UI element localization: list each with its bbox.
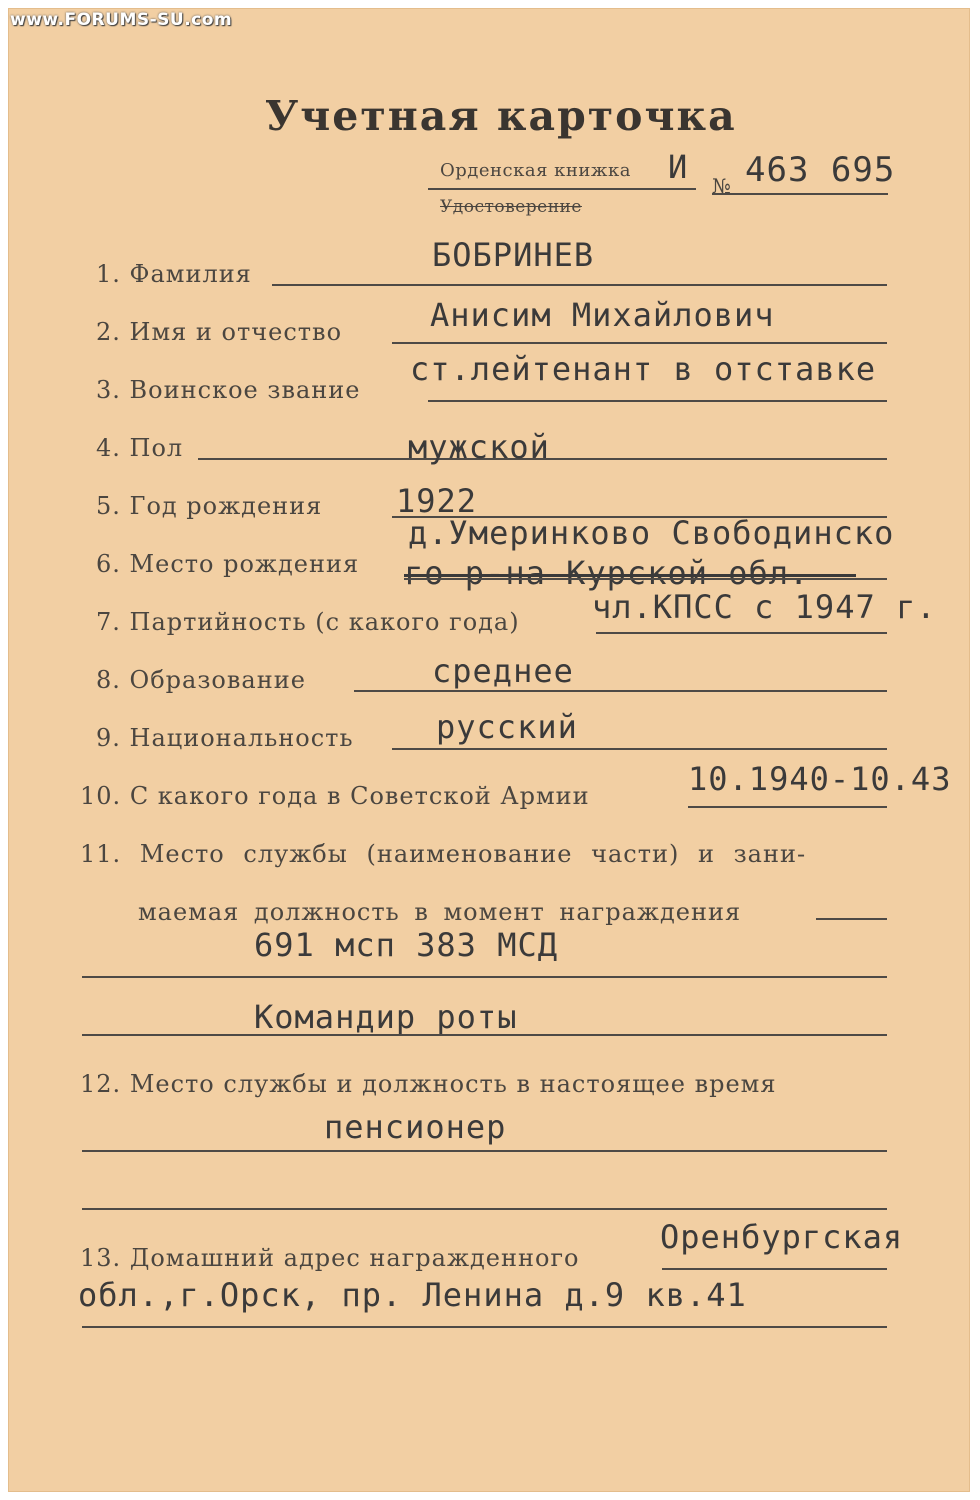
- card-title: Учетная карточка: [265, 92, 737, 140]
- order-book-label: Орденская книжка: [440, 160, 631, 181]
- field-12-line-2: [82, 1208, 887, 1210]
- field-label: Фамилия: [129, 260, 252, 288]
- field-number: 9.: [96, 724, 121, 752]
- field-1-line: [272, 284, 887, 286]
- field-10-label: [80, 782, 590, 810]
- field-label: Пол: [129, 434, 184, 462]
- field-number: 1.: [96, 260, 121, 288]
- field-10-value: 10.1940-10.43: [688, 760, 952, 798]
- field-3-value: ст.лейтенант в отставке: [410, 350, 877, 388]
- number-sign: №: [712, 174, 732, 198]
- field-7-value: чл.КПСС с 1947 г.: [592, 588, 937, 626]
- field-8-label: [96, 666, 306, 694]
- field-label: Воинское звание: [129, 376, 361, 404]
- certificate-label-struck: Удостоверение: [440, 197, 582, 217]
- field-7-line: [596, 632, 887, 634]
- field-11-label-line: [816, 918, 887, 920]
- field-number: 13.: [80, 1244, 122, 1272]
- field-label: Партийность (с какого года): [129, 608, 520, 636]
- field-number: 4.: [96, 434, 121, 462]
- field-number: 10.: [80, 782, 122, 810]
- field-12-value: пенсионер: [324, 1108, 507, 1146]
- field-6-strike: [404, 574, 856, 577]
- field-11-value-continued: Командир роты: [254, 998, 518, 1036]
- field-11-line-2: [82, 1034, 887, 1036]
- field-11-value: 691 мсп 383 МСД: [254, 926, 558, 964]
- number-underline: [712, 193, 888, 195]
- field-4-value: мужской: [408, 428, 550, 466]
- field-label: С какого года в Советской Армии: [129, 782, 590, 810]
- field-label: Место службы и должность в настоящее время: [129, 1070, 777, 1098]
- order-book-underline: [428, 188, 696, 190]
- field-number: 6.: [96, 550, 121, 578]
- field-10-line: [688, 806, 887, 808]
- field-number: 7.: [96, 608, 121, 636]
- field-number: 8.: [96, 666, 121, 694]
- field-9-line: [392, 748, 887, 750]
- field-8-value: среднее: [432, 652, 574, 690]
- field-6-value-continued: го р-на Курской обл.: [404, 554, 810, 592]
- field-5-value: 1922: [396, 482, 478, 520]
- field-13-label: [80, 1244, 579, 1272]
- field-label: Год рождения: [129, 492, 323, 520]
- field-6-value: д.Умеринково Свободинско: [408, 514, 895, 552]
- field-2-value: Анисим Михайлович: [430, 296, 775, 334]
- field-number: 2.: [96, 318, 121, 346]
- field-11-label-continued: маемая должность в момент награждения: [138, 898, 742, 926]
- field-13-line: [662, 1268, 887, 1270]
- field-11-line: [82, 976, 887, 978]
- field-8-line: [354, 690, 887, 692]
- field-3-line: [428, 400, 887, 402]
- field-7-label: [96, 608, 520, 636]
- field-1-value: БОБРИНЕВ: [432, 236, 595, 274]
- field-2-line: [392, 342, 887, 344]
- order-book-number: 463 695: [745, 150, 896, 190]
- field-3-label: [96, 376, 360, 404]
- field-12-line: [82, 1150, 887, 1152]
- watermark: www.FORUMS-SU.com: [10, 10, 233, 30]
- field-13-value: Оренбургская: [660, 1218, 904, 1256]
- field-4-label: [96, 434, 183, 462]
- field-6-line: [404, 578, 887, 580]
- field-12-label: [80, 1070, 776, 1098]
- field-label: Место службы (наименование части) и зани-: [139, 840, 807, 868]
- field-number: 3.: [96, 376, 121, 404]
- field-number: 12.: [80, 1070, 122, 1098]
- field-number: 11.: [80, 840, 122, 868]
- field-label: Имя и отчество: [129, 318, 343, 346]
- field-label: Место рождения: [129, 550, 360, 578]
- field-label: Национальность: [129, 724, 354, 752]
- series-letter: И: [668, 148, 689, 186]
- field-5-label: [96, 492, 322, 520]
- field-9-label: [96, 724, 354, 752]
- field-number: 5.: [96, 492, 121, 520]
- field-2-label: [96, 318, 342, 346]
- field-13-line-2: [82, 1326, 887, 1328]
- field-label: Домашний адрес награжденного: [129, 1244, 580, 1272]
- field-label: Образование: [129, 666, 306, 694]
- field-13-value-continued: обл.,г.Орск, пр. Ленина д.9 кв.41: [78, 1276, 747, 1314]
- field-11-label: [80, 840, 806, 868]
- field-1-label: [96, 260, 252, 288]
- field-9-value: русский: [436, 708, 578, 746]
- field-6-label: [96, 550, 359, 578]
